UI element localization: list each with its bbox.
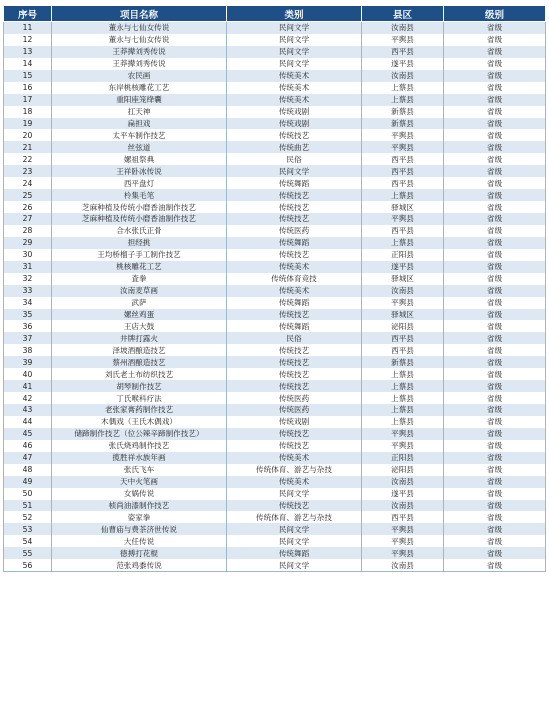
cell-category: 传统技艺 (227, 249, 362, 261)
cell-county: 西平县 (362, 46, 444, 58)
cell-category: 传统舞蹈 (227, 177, 362, 189)
cell-county: 遂平县 (362, 58, 444, 70)
cell-index: 36 (4, 320, 52, 332)
cell-level: 省级 (444, 392, 546, 404)
cell-project-name: 芝麻种植及传统小磨香油制作技艺 (52, 213, 227, 225)
cell-level: 省级 (444, 320, 546, 332)
cell-level: 省级 (444, 464, 546, 476)
cell-county: 上蔡县 (362, 237, 444, 249)
cell-category: 民间文学 (227, 46, 362, 58)
table-row (4, 273, 546, 285)
cell-level: 省级 (444, 488, 546, 500)
table-row (4, 392, 546, 404)
cell-category: 传统美术 (227, 261, 362, 273)
cell-project-name: 刘氏老土布纺织技艺 (52, 368, 227, 380)
cell-level: 省级 (444, 165, 546, 177)
cell-project-name: 泽坡酒酿造技艺 (52, 344, 227, 356)
cell-index: 16 (4, 82, 52, 94)
cell-county: 泌阳县 (362, 320, 444, 332)
cell-index: 38 (4, 344, 52, 356)
cell-project-name: 王均桥榴子手工制作技艺 (52, 249, 227, 261)
cell-county: 驿城区 (362, 201, 444, 213)
table-row (4, 225, 546, 237)
table-header (4, 6, 546, 22)
table-row (4, 70, 546, 82)
cell-project-name: 西平盘灯 (52, 177, 227, 189)
cell-project-name: 东岸桃核雕花工艺 (52, 82, 227, 94)
cell-county: 西平县 (362, 332, 444, 344)
cell-county: 汝南县 (362, 22, 444, 34)
cell-level: 省级 (444, 261, 546, 273)
cell-level: 省级 (444, 500, 546, 512)
table-row (4, 261, 546, 273)
cell-county: 汝南县 (362, 476, 444, 488)
cell-index: 32 (4, 273, 52, 285)
cell-category: 民俗 (227, 153, 362, 165)
cell-index: 33 (4, 285, 52, 297)
cell-category: 民间文学 (227, 34, 362, 46)
cell-category: 传统技艺 (227, 368, 362, 380)
cell-county: 平舆县 (362, 297, 444, 309)
cell-level: 省级 (444, 547, 546, 559)
cell-category: 传统戏剧 (227, 106, 362, 118)
cell-level: 省级 (444, 344, 546, 356)
cell-project-name: 女娲传说 (52, 488, 227, 500)
heritage-table-container (3, 5, 545, 572)
cell-index: 29 (4, 237, 52, 249)
cell-category: 民间文学 (227, 559, 362, 571)
cell-level: 省级 (444, 46, 546, 58)
table-row (4, 249, 546, 261)
cell-category: 传统医药 (227, 404, 362, 416)
cell-index: 43 (4, 404, 52, 416)
cell-level: 省级 (444, 189, 546, 201)
cell-category: 传统舞蹈 (227, 297, 362, 309)
cell-county: 汝南县 (362, 500, 444, 512)
cell-county: 西平县 (362, 165, 444, 177)
table-row (4, 118, 546, 130)
cell-category: 传统技艺 (227, 201, 362, 213)
cell-index: 42 (4, 392, 52, 404)
cell-level: 省级 (444, 380, 546, 392)
cell-index: 51 (4, 500, 52, 512)
cell-index: 39 (4, 356, 52, 368)
table-row (4, 34, 546, 46)
cell-county: 泌阳县 (362, 464, 444, 476)
cell-index: 52 (4, 511, 52, 523)
table-row (4, 320, 546, 332)
cell-project-name: 姿家拳 (52, 511, 227, 523)
cell-index: 23 (4, 165, 52, 177)
cell-category: 传统美术 (227, 82, 362, 94)
table-body (4, 22, 546, 572)
cell-category: 传统舞蹈 (227, 320, 362, 332)
cell-level: 省级 (444, 249, 546, 261)
cell-level: 省级 (444, 201, 546, 213)
cell-project-name: 王祥卧冰传说 (52, 165, 227, 177)
table-row (4, 416, 546, 428)
cell-county: 上蔡县 (362, 82, 444, 94)
cell-category: 传统技艺 (227, 309, 362, 321)
cell-level: 省级 (444, 428, 546, 440)
cell-county: 正阳县 (362, 249, 444, 261)
table-row (4, 440, 546, 452)
cell-level: 省级 (444, 82, 546, 94)
table-row (4, 464, 546, 476)
table-row (4, 511, 546, 523)
header-level: 级别 (444, 6, 546, 22)
table-row (4, 141, 546, 153)
table-row (4, 500, 546, 512)
cell-project-name: 老张家膏药制作技艺 (52, 404, 227, 416)
cell-index: 49 (4, 476, 52, 488)
cell-county: 平舆县 (362, 428, 444, 440)
cell-category: 民俗 (227, 332, 362, 344)
cell-index: 28 (4, 225, 52, 237)
table-row (4, 177, 546, 189)
cell-index: 34 (4, 297, 52, 309)
cell-county: 平舆县 (362, 547, 444, 559)
cell-county: 遂平县 (362, 488, 444, 500)
cell-index: 55 (4, 547, 52, 559)
cell-project-name: 嫘丝鸡蛋 (52, 309, 227, 321)
table-row (4, 344, 546, 356)
cell-category: 传统技艺 (227, 380, 362, 392)
table-row (4, 189, 546, 201)
cell-project-name: 担经挑 (52, 237, 227, 249)
cell-category: 传统美术 (227, 285, 362, 297)
cell-index: 18 (4, 106, 52, 118)
cell-level: 省级 (444, 332, 546, 344)
cell-index: 27 (4, 213, 52, 225)
cell-project-name: 重阳座笼绛囊 (52, 94, 227, 106)
cell-level: 省级 (444, 523, 546, 535)
cell-project-name: 木偶戏（王氏木偶戏） (52, 416, 227, 428)
cell-county: 平舆县 (362, 141, 444, 153)
cell-county: 平舆县 (362, 129, 444, 141)
cell-index: 22 (4, 153, 52, 165)
cell-category: 民间文学 (227, 165, 362, 177)
cell-level: 省级 (444, 153, 546, 165)
cell-level: 省级 (444, 213, 546, 225)
cell-level: 省级 (444, 129, 546, 141)
cell-index: 21 (4, 141, 52, 153)
cell-index: 26 (4, 201, 52, 213)
table-row (4, 22, 546, 34)
cell-category: 民间文学 (227, 488, 362, 500)
table-row (4, 380, 546, 392)
table-row (4, 476, 546, 488)
cell-project-name: 胡琴制作技艺 (52, 380, 227, 392)
table-row (4, 535, 546, 547)
cell-index: 53 (4, 523, 52, 535)
cell-index: 54 (4, 535, 52, 547)
cell-category: 民间文学 (227, 22, 362, 34)
cell-county: 汝南县 (362, 70, 444, 82)
cell-project-name: 丁氏喉科疗法 (52, 392, 227, 404)
cell-level: 省级 (444, 118, 546, 130)
cell-index: 30 (4, 249, 52, 261)
cell-index: 17 (4, 94, 52, 106)
cell-level: 省级 (444, 404, 546, 416)
cell-project-name: 汝南麦草画 (52, 285, 227, 297)
table-row (4, 237, 546, 249)
header-category: 类别 (227, 6, 362, 22)
cell-index: 35 (4, 309, 52, 321)
cell-level: 省级 (444, 511, 546, 523)
table-row (4, 153, 546, 165)
cell-county: 西平县 (362, 153, 444, 165)
cell-level: 省级 (444, 559, 546, 571)
cell-index: 44 (4, 416, 52, 428)
cell-project-name: 储蹄制作技艺（位公辣辛蹄制作技艺） (52, 428, 227, 440)
cell-county: 上蔡县 (362, 368, 444, 380)
cell-project-name: 柃集毛笔 (52, 189, 227, 201)
cell-county: 上蔡县 (362, 94, 444, 106)
cell-category: 传统体育、游艺与杂技 (227, 464, 362, 476)
cell-category: 传统技艺 (227, 428, 362, 440)
cell-level: 省级 (444, 94, 546, 106)
cell-county: 驿城区 (362, 309, 444, 321)
cell-index: 40 (4, 368, 52, 380)
header-county: 县区 (362, 6, 444, 22)
cell-project-name: 扁担戏 (52, 118, 227, 130)
cell-category: 传统舞蹈 (227, 237, 362, 249)
cell-category: 传统戏剧 (227, 118, 362, 130)
cell-project-name: 井牌打露火 (52, 332, 227, 344)
cell-category: 民间文学 (227, 535, 362, 547)
table-row (4, 559, 546, 571)
cell-project-name: 査拳 (52, 273, 227, 285)
table-row (4, 165, 546, 177)
cell-project-name: 仙曹庙与费茶济世传说 (52, 523, 227, 535)
cell-index: 20 (4, 129, 52, 141)
cell-county: 西平县 (362, 511, 444, 523)
cell-county: 上蔡县 (362, 380, 444, 392)
cell-project-name: 天中火笔画 (52, 476, 227, 488)
cell-category: 传统美术 (227, 476, 362, 488)
cell-level: 省级 (444, 285, 546, 297)
table-row (4, 404, 546, 416)
cell-level: 省级 (444, 368, 546, 380)
cell-category: 传统美术 (227, 70, 362, 82)
cell-county: 汝南县 (362, 559, 444, 571)
cell-category: 传统体育、游艺与杂技 (227, 511, 362, 523)
table-row (4, 213, 546, 225)
header-row (4, 6, 546, 22)
cell-project-name: 范张鸡黍传说 (52, 559, 227, 571)
cell-project-name: 徳搏打花棍 (52, 547, 227, 559)
cell-county: 上蔡县 (362, 189, 444, 201)
cell-index: 47 (4, 452, 52, 464)
cell-level: 省级 (444, 225, 546, 237)
cell-project-name: 合水张氏正骨 (52, 225, 227, 237)
cell-category: 民间文学 (227, 58, 362, 70)
table-row (4, 452, 546, 464)
cell-level: 省级 (444, 70, 546, 82)
cell-index: 41 (4, 380, 52, 392)
cell-county: 上蔡县 (362, 392, 444, 404)
table-row (4, 94, 546, 106)
cell-index: 11 (4, 22, 52, 34)
cell-category: 传统技艺 (227, 500, 362, 512)
cell-county: 平舆县 (362, 535, 444, 547)
cell-index: 37 (4, 332, 52, 344)
cell-index: 24 (4, 177, 52, 189)
cell-level: 省级 (444, 237, 546, 249)
heritage-table (3, 5, 546, 572)
cell-project-name: 桢尚油漆制作技艺 (52, 500, 227, 512)
cell-category: 传统医药 (227, 225, 362, 237)
table-row (4, 547, 546, 559)
table-row (4, 332, 546, 344)
cell-project-name: 揽胜祥水族年画 (52, 452, 227, 464)
cell-level: 省级 (444, 58, 546, 70)
cell-project-name: 桃核雕花工艺 (52, 261, 227, 273)
cell-county: 西平县 (362, 177, 444, 189)
table-row (4, 201, 546, 213)
header-index: 序号 (4, 6, 52, 22)
cell-index: 48 (4, 464, 52, 476)
cell-index: 19 (4, 118, 52, 130)
table-row (4, 297, 546, 309)
cell-category: 传统技艺 (227, 189, 362, 201)
cell-level: 省级 (444, 141, 546, 153)
cell-project-name: 董永与七仙女传说 (52, 34, 227, 46)
cell-category: 传统技艺 (227, 440, 362, 452)
cell-project-name: 嫘祖祭典 (52, 153, 227, 165)
table-row (4, 368, 546, 380)
cell-level: 省级 (444, 309, 546, 321)
cell-county: 平舆县 (362, 213, 444, 225)
cell-level: 省级 (444, 452, 546, 464)
cell-county: 新蔡县 (362, 118, 444, 130)
cell-index: 15 (4, 70, 52, 82)
cell-index: 13 (4, 46, 52, 58)
cell-project-name: 蔡州酒酿造技艺 (52, 356, 227, 368)
table-row (4, 129, 546, 141)
cell-county: 正阳县 (362, 452, 444, 464)
cell-project-name: 芝麻种植及传统小磨香油制作技艺 (52, 201, 227, 213)
cell-index: 46 (4, 440, 52, 452)
cell-county: 西平县 (362, 225, 444, 237)
cell-level: 省级 (444, 476, 546, 488)
cell-project-name: 丝弦道 (52, 141, 227, 153)
cell-category: 传统医药 (227, 392, 362, 404)
cell-index: 56 (4, 559, 52, 571)
cell-level: 省级 (444, 440, 546, 452)
cell-category: 传统美术 (227, 452, 362, 464)
cell-level: 省级 (444, 416, 546, 428)
cell-category: 传统体育竞技 (227, 273, 362, 285)
cell-county: 西平县 (362, 344, 444, 356)
cell-index: 14 (4, 58, 52, 70)
cell-project-name: 王莽撵刘秀传说 (52, 46, 227, 58)
table-row (4, 106, 546, 118)
table-row (4, 285, 546, 297)
cell-county: 平舆县 (362, 34, 444, 46)
cell-category: 传统舞蹈 (227, 547, 362, 559)
cell-project-name: 王莽撵刘秀传说 (52, 58, 227, 70)
cell-project-name: 农民画 (52, 70, 227, 82)
cell-category: 传统技艺 (227, 344, 362, 356)
cell-project-name: 武萨 (52, 297, 227, 309)
cell-county: 上蔡县 (362, 416, 444, 428)
header-project-name: 项目名称 (52, 6, 227, 22)
table-row (4, 82, 546, 94)
cell-level: 省级 (444, 297, 546, 309)
cell-county: 遂平县 (362, 261, 444, 273)
cell-level: 省级 (444, 177, 546, 189)
cell-category: 民间文学 (227, 523, 362, 535)
cell-county: 新蔡县 (362, 106, 444, 118)
cell-project-name: 张氏飞车 (52, 464, 227, 476)
cell-category: 传统技艺 (227, 213, 362, 225)
cell-project-name: 董永与七仙女传说 (52, 22, 227, 34)
table-row (4, 356, 546, 368)
cell-category: 传统技艺 (227, 129, 362, 141)
cell-county: 上蔡县 (362, 404, 444, 416)
table-row (4, 488, 546, 500)
cell-level: 省级 (444, 34, 546, 46)
cell-project-name: 王店大鼓 (52, 320, 227, 332)
cell-index: 50 (4, 488, 52, 500)
cell-county: 驿城区 (362, 273, 444, 285)
cell-category: 传统技艺 (227, 356, 362, 368)
cell-category: 传统美术 (227, 94, 362, 106)
cell-category: 传统曲艺 (227, 141, 362, 153)
cell-project-name: 张氏烧鸡制作技艺 (52, 440, 227, 452)
cell-project-name: 大任传说 (52, 535, 227, 547)
cell-county: 汝南县 (362, 285, 444, 297)
table-row (4, 309, 546, 321)
cell-project-name: 太平车制作技艺 (52, 129, 227, 141)
cell-index: 31 (4, 261, 52, 273)
cell-index: 45 (4, 428, 52, 440)
cell-level: 省级 (444, 273, 546, 285)
cell-project-name: 扛天神 (52, 106, 227, 118)
table-row (4, 428, 546, 440)
cell-county: 平舆县 (362, 440, 444, 452)
cell-county: 新蔡县 (362, 356, 444, 368)
cell-level: 省级 (444, 535, 546, 547)
cell-index: 12 (4, 34, 52, 46)
cell-category: 传统戏剧 (227, 416, 362, 428)
table-row (4, 58, 546, 70)
cell-level: 省级 (444, 106, 546, 118)
table-row (4, 46, 546, 58)
table-row (4, 523, 546, 535)
cell-level: 省级 (444, 22, 546, 34)
cell-index: 25 (4, 189, 52, 201)
cell-county: 平舆县 (362, 523, 444, 535)
cell-level: 省级 (444, 356, 546, 368)
